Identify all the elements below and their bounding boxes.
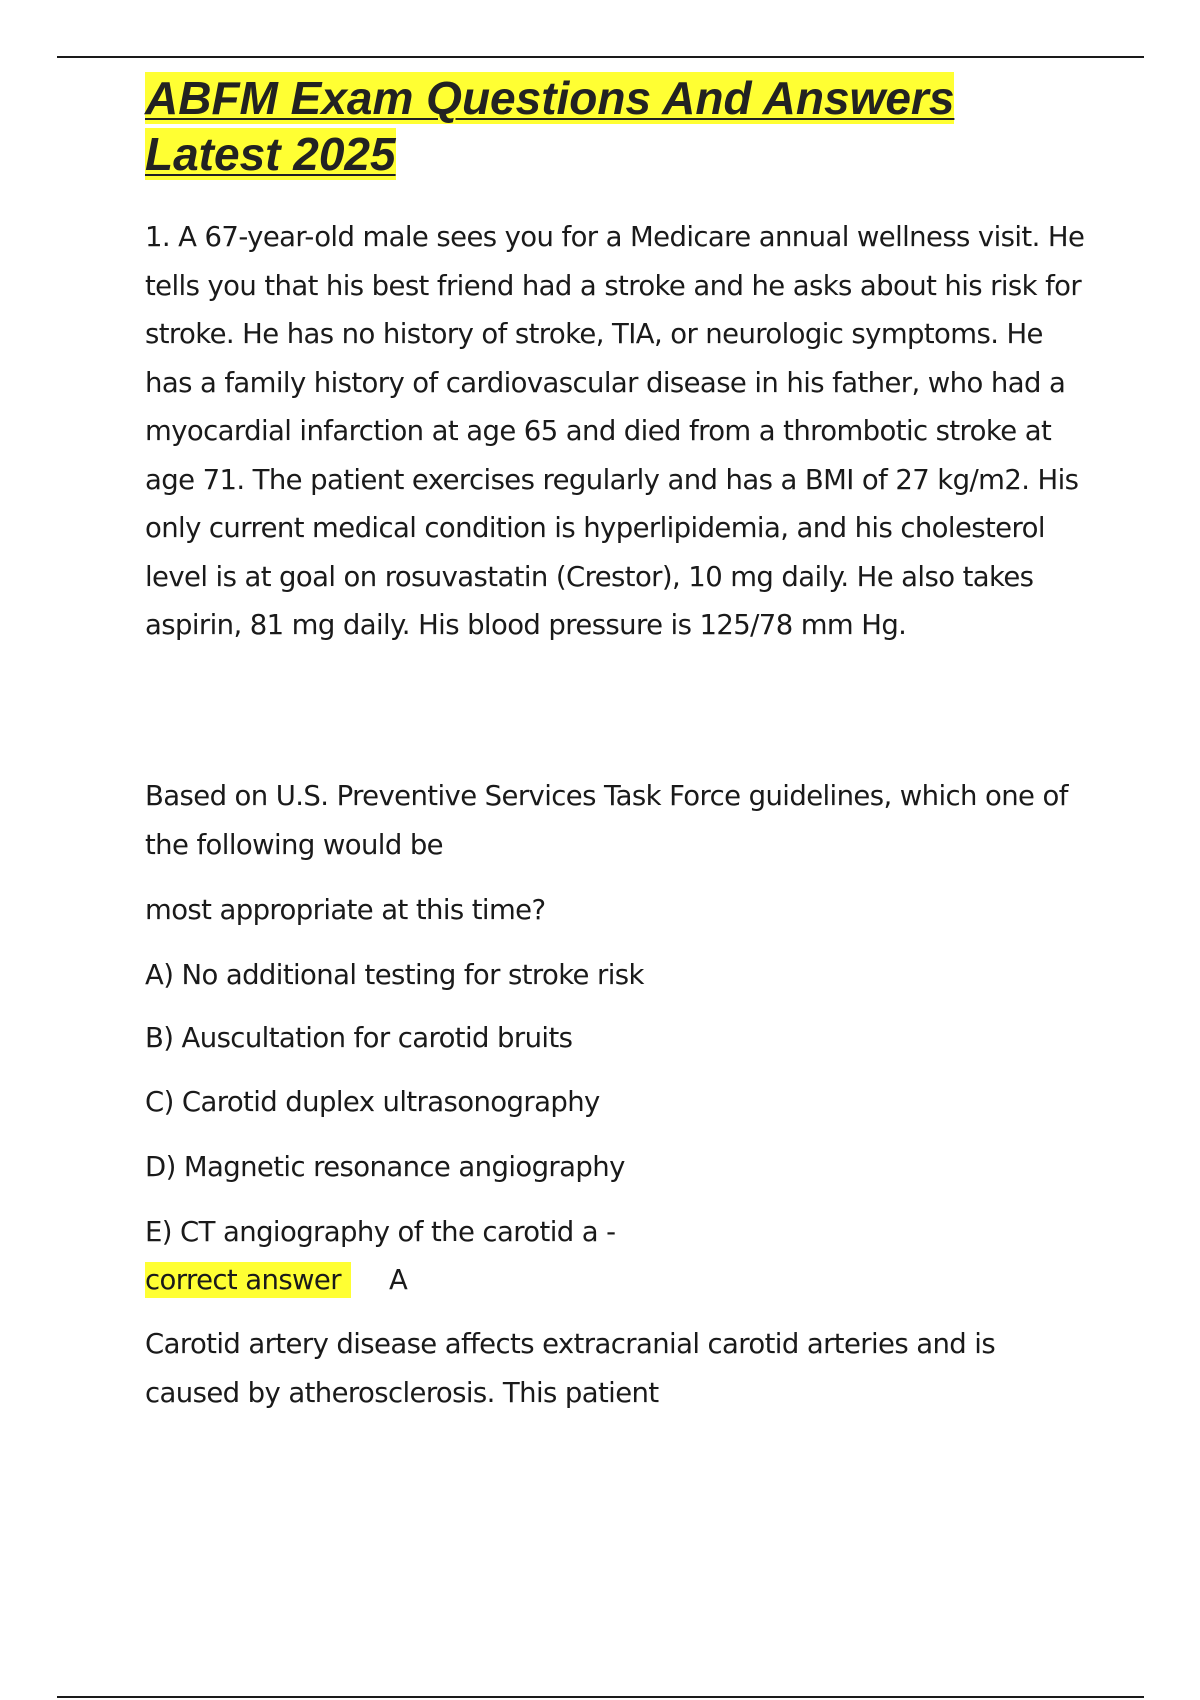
question-stem: 1. A 67-year-old male sees you for a Medicare annual wellness visit. He tells you that his best friend had a stroke and he asks about his risk for stroke. He has no history of stroke, TIA, or neurologic symptoms. He has a family history of cardiovascular disease in his father, who had a myocardial infarction at age 65 and died from a thrombotic stroke at age 71. The patient exercises regularly and has a BMI of 27 kg/m2. His only current medical condition is hyperlipidemia, and his cholesterol level is at goal on rosuvastatin (Crestor), 10 mg daily. He also takes aspirin, 81 mg daily. His blood pressure is 125/78 mm Hg. <box>145 221 1085 641</box>
answer-row <box>145 1260 407 1300</box>
correct-answer-label: correct answer <box>145 1262 351 1298</box>
title-line-2: Latest 2025 <box>145 128 396 180</box>
option-a: A) No additional testing for stroke risk <box>145 959 644 991</box>
question-prompt: Based on U.S. Preventive Services Task Force guidelines, which one of the following would be <box>145 780 1068 861</box>
bottom-rule <box>57 1696 1144 1698</box>
document-title <box>145 70 1045 182</box>
answer-explanation: Carotid artery disease affects extracranial carotid arteries and is caused by atherosclerosis. This patient <box>145 1328 996 1409</box>
option-b: B) Auscultation for carotid bruits <box>145 1022 573 1054</box>
correct-answer-value: A <box>388 1264 408 1296</box>
option-e: E) CT angiography of the carotid a - <box>145 1216 616 1248</box>
option-d: D) Magnetic resonance angiography <box>145 1151 625 1183</box>
title-line-1: ABFM Exam Questions And Answers <box>145 72 955 124</box>
question-prompt-continued: most appropriate at this time? <box>145 894 546 926</box>
option-c: C) Carotid duplex ultrasonography <box>145 1086 600 1118</box>
top-rule <box>57 56 1144 58</box>
